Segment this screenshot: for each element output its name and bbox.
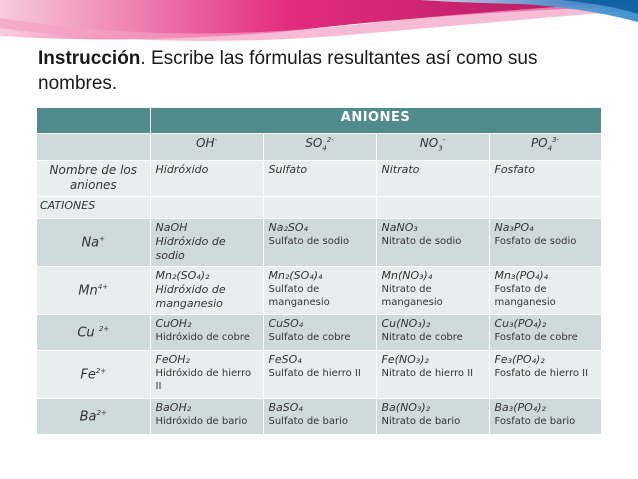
compound-name: Fosfato de manganesio [494, 284, 556, 308]
anion-po4: $PO_4^{3-}$ [489, 134, 601, 161]
anion-symbols-row [37, 134, 601, 161]
empty-cell [37, 134, 150, 161]
compound-name: Hidróxido de sodio [155, 235, 226, 262]
instruction-body: . Escribe las fórmulas resultantes así como sus nombres. [38, 48, 538, 94]
compound-name: Hidróxido de bario [155, 416, 248, 427]
instruction-text [38, 46, 608, 96]
formula: Cu(NO₃)₂ [381, 317, 431, 330]
corner-cell [37, 108, 150, 134]
anions-cations-table [37, 108, 602, 435]
table-row-ba [37, 399, 601, 435]
formula: NaNO₃ [381, 221, 418, 234]
compound-name: Nitrato de sodio [381, 236, 462, 247]
formula: Ba(NO₃)₂ [381, 401, 431, 414]
formula: FeSO₄ [268, 353, 302, 366]
anion-name: Hidróxido [155, 163, 209, 176]
compound-name: Fosfato de bario [494, 416, 576, 427]
anion-name: Fosfato [494, 163, 535, 176]
cation-na: Na+ [37, 219, 150, 267]
compound-name: Nitrato de cobre [381, 332, 463, 343]
anion-no3: $NO_3^-$ [376, 134, 489, 161]
formula: Fe₃(PO₄)₂ [494, 353, 545, 366]
compound-name: Fosfato de cobre [494, 332, 578, 343]
compound-name: Hidróxido de manganesio [155, 283, 226, 310]
formula: Mn₃(PO₄)₄ [494, 269, 549, 282]
compound-name: Sulfato de hierro II [268, 368, 361, 379]
formula: Fe(NO₃)₂ [381, 353, 429, 366]
nombre-aniones-label: Nombre de los aniones [37, 161, 150, 197]
compound-name: Nitrato de bario [381, 416, 461, 427]
table-row-mn [37, 267, 601, 315]
table-row-cu [37, 315, 601, 351]
cation-mn: $Mn^{4+}$ [37, 267, 150, 315]
cation-ba: $Ba^{2+}$ [37, 399, 150, 435]
anion-name: Nitrato [381, 163, 420, 176]
compound-name: Sulfato de bario [268, 416, 348, 427]
formula: NaOH [155, 221, 188, 234]
table-row-fe [37, 351, 601, 399]
formula: Mn₂(SO₄)₂ [155, 269, 210, 282]
formula: FeOH₂ [155, 353, 190, 366]
compound-name: Hidróxido de cobre [155, 332, 250, 343]
formula: Na₂SO₄ [268, 221, 308, 234]
compound-name: Sulfato de cobre [268, 332, 351, 343]
formula: CuSO₄ [268, 317, 304, 330]
cationes-label: CATIONES [37, 197, 150, 219]
anion-oh: OH- [150, 134, 263, 161]
aniones-header-row [37, 108, 601, 134]
formula: CuOH₂ [155, 317, 192, 330]
table-row-na [37, 219, 601, 267]
cation-fe: $Fe^{2+}$ [37, 351, 150, 399]
compound-name: Sulfato de sodio [268, 236, 350, 247]
anion-so4: $SO_4^{2-}$ [263, 134, 376, 161]
aniones-label: ANIONES [150, 108, 601, 134]
compound-name: Nitrato de manganesio [381, 284, 443, 308]
cation-cu: Cu $^{2+}$ [37, 315, 150, 351]
compound-name: Fosfato de sodio [494, 236, 577, 247]
formula: Mn(NO₃)₄ [381, 269, 433, 282]
formula: Mn₂(SO₄)₄ [268, 269, 323, 282]
compound-name: Nitrato de hierro II [381, 368, 474, 379]
formula: BaSO₄ [268, 401, 303, 414]
formula: BaOH₂ [155, 401, 192, 414]
formula: Ba₃(PO₄)₂ [494, 401, 546, 414]
instruction-bold: Instrucción [38, 48, 141, 69]
compound-name: Hidróxido de hierro II [155, 368, 252, 392]
formula: Cu₃(PO₄)₂ [494, 317, 547, 330]
anion-name: Sulfato [268, 163, 308, 176]
compound-name: Fosfato de hierro II [494, 368, 589, 379]
cationes-header-row [37, 197, 601, 219]
formula: Na₃PO₄ [494, 221, 534, 234]
compound-name: Sulfato de manganesio [268, 284, 330, 308]
anion-names-row [37, 161, 601, 197]
